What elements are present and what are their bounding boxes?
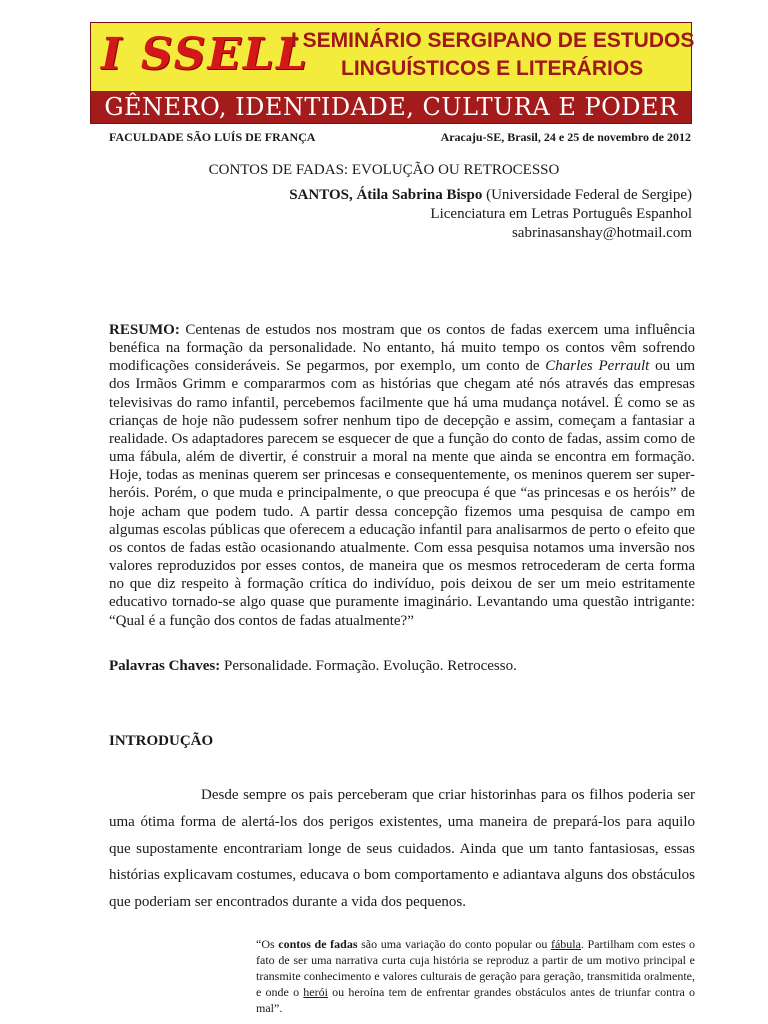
event-title-line2: LINGUÍSTICOS E LITERÁRIOS: [341, 57, 644, 80]
author-block: [289, 186, 692, 243]
abstract-paragraph: [109, 321, 695, 630]
block-quote: [256, 936, 695, 1016]
author-name: SANTOS, Átila Sabrina Bispo: [289, 187, 483, 203]
keywords-line: [109, 658, 695, 675]
quote-text-1: são uma variação do conto popular ou: [361, 937, 548, 951]
abstract-label: RESUMO:: [109, 322, 180, 338]
author-course: Licenciatura em Letras Português Espanhol: [430, 206, 692, 222]
quote-text-3: ou heroína tem de enfrentar grandes obstáculos antes de triunfar contra o mal”.: [256, 985, 696, 1015]
event-title-line1: I SEMINÁRIO SERGIPANO DE ESTUDOS: [291, 29, 695, 52]
quote-link-heroi[interactable]: herói: [303, 985, 328, 999]
author-email: sabrinasanshay@hotmail.com: [511, 225, 692, 241]
event-place-date: Aracaju-SE, Brasil, 24 e 25 de novembro de 2012: [440, 130, 691, 144]
abstract-text-2: ou um dos Irmãos Grimm e compararmos com as histórias que chegam até nós através das empresas televisivas do ramo infantil, percebemos facilmente que há uma mudança notável. É como se as crianças de hoje não pudessem sofrer nenhum tipo de decepção e assim, começam a fantasiar a realidade. Os adaptadores parecem se esquecer de que a função do conto de fadas, assim como de uma fábula, além de divertir, é construir a moral na mente que ainda se encontra em formação. Hoje, todas as meninas querem ser princesas e consequentemente, os meninos querem ser super-heróis. Porém, o que muda e principalmente, o que preocupa é que “as princesas e os heróis” de hoje acham que podem tudo. A partir dessa concepção fizemos uma pesquisa de campo em algumas escolas públicas que oferecem a educação infantil para analisarmos de perto o efeito que os contos de fadas estão ocasionando atualmente. Com essa pesquisa notamos uma inversão nos valores reproduzidos por esses contos, de maneira que os mesmos retrocederam de certa forma no que diz respeito à formação crítica do indivíduo, pois deixou de ser um meio estritamente educativo tornado-se algo quase que puramente imaginário. Levantando uma questão intrigante: “Qual é a função dos contos de fadas atualmente?”: [109, 358, 696, 629]
institution-name: FACULDADE SÃO LUÍS DE FRANÇA: [109, 130, 316, 144]
introduction-heading: INTRODUÇÃO: [109, 733, 214, 749]
banner-red-band: [91, 91, 691, 123]
paper-title: CONTOS DE FADAS: EVOLUÇÃO OU RETROCESSO: [208, 162, 560, 178]
author-affiliation: (Universidade Federal de Sergipe): [486, 187, 692, 203]
quote-open: “Os: [256, 937, 275, 951]
event-theme: GÊNERO, IDENTIDADE, CULTURA E PODER: [104, 93, 678, 121]
event-logo: I SSELL: [101, 29, 309, 80]
quote-text-2: . Partilham com estes o fato de ser uma narrativa curta cuja história se reproduz a partir de um motivo principal e transmite conhecimento e valores culturais de geração para geração, transmitida oralmente, e onde o: [256, 937, 695, 999]
abstract-text-1: Centenas de estudos nos mostram que os contos de fadas exercem uma influência benéfica na formação da personalidade. No entanto, há muito tempo os contos vêm sofrendo modificações consideráveis. Se pegarmos, por exemplo, um conto de: [109, 322, 696, 375]
author-line: [289, 186, 692, 205]
event-banner: [90, 22, 695, 124]
abstract-author-ref: Charles Perrault: [545, 358, 650, 375]
keywords-label: Palavras Chaves:: [109, 658, 221, 674]
banner-yellow-band: [91, 23, 695, 91]
keywords-text: Personalidade. Formação. Evolução. Retrocesso.: [224, 658, 517, 674]
introduction-paragraph: Desde sempre os pais perceberam que criar historinhas para os filhos poderia ser uma ótima forma de alertá-los dos perigos existentes, uma maneira de prepará-los para aquilo que supostamente encontrariam longe de seus cuidados. Ainda que um tanto fantasiosas, essas histórias explicavam costumes, educava o bom comportamento e adiantava alguns dos obstáculos que poderiam ser encontrados durante a vida dos pequenos.: [109, 787, 695, 911]
quote-link-fabula[interactable]: fábula: [550, 937, 581, 951]
quote-term: contos de fadas: [278, 937, 358, 951]
